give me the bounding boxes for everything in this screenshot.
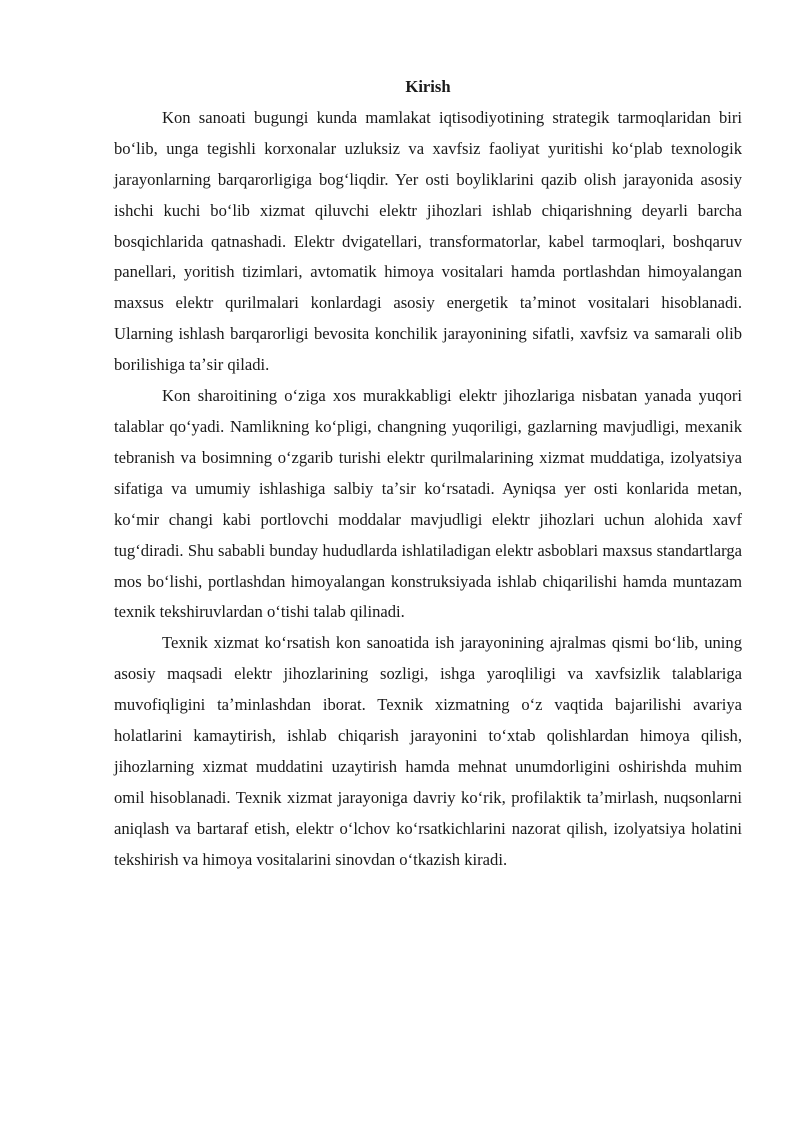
paragraph-1: Kon sanoati bugungi kunda mamlakat iqtisodiyotining strategik tarmoqlaridan biri boʻlib, unga tegishli korxonalar uzluksiz va xavfsiz faoliyat yuritishi koʻplab texnologik jarayonlarning barqarorligiga bogʻliqdir. Yer osti boyliklarini qazib olish jarayonida asosiy ishchi kuchi boʻlib xizmat qiluvchi elektr jihozlari ishlab chiqarishning deyarli barcha bosqichlarida qatnashadi. Elektr dvigatellari, transformatorlar, kabel tarmoqlari, boshqaruv panellari, yoritish tizimlari, avtomatik himoya vositalari hamda portlashdan himoyalangan maxsus elektr qurilmalari konlardagi asosiy energetik taʼminot vositalari hisoblanadi. Ularning ishlash barqarorligi bevosita konchilik jarayonining sifatli, xavfsiz va samarali olib borilishiga taʼsir qiladi. <box>114 107 742 375</box>
paragraph-2: Kon sharoitining oʻziga xos murakkabligi elektr jihozlariga nisbatan yanada yuqori talablar qoʻyadi. Namlikning koʻpligi, changning yuqoriligi, gazlarning mavjudligi, mexanik tebranish va bosimning oʻzgarib turishi elektr qurilmalarining xizmat muddatiga, izolyatsiya sifatiga va umumiy ishlashiga salbiy taʼsir koʻrsatadi. Ayniqsa yer osti konlarida metan, koʻmir changi kabi portlovchi moddalar mavjudligi elektr jihozlari uchun alohida xavf tugʻdiradi. Shu sababli bunday hududlarda ishlatiladigan elektr asboblari maxsus standartlarga mos boʻlishi, portlashdan himoyalangan konstruksiyada ishlab chiqarilishi hamda muntazam texnik tekshiruvlardan oʻtishi talab qilinadi. <box>114 386 742 622</box>
document-body <box>114 72 742 876</box>
paragraph-3: Texnik xizmat koʻrsatish kon sanoatida ish jarayonining ajralmas qismi boʻlib, uning asosiy maqsadi elektr jihozlarining sozligi, ishga yaroqliligi va xavfsizlik talablariga muvofiqligini taʼminlashdan iborat. Texnik xizmatning oʻz vaqtida bajarilishi avariya holatlarini kamaytirish, ishlab chiqarish jarayonini toʻxtab qolishlardan himoya qilish, jihozlarning xizmat muddatini uzaytirish hamda mehnat unumdorligini oshirishda muhim omil hisoblanadi. Texnik xizmat jarayoniga davriy koʻrik, profilaktik taʼmirlash, nuqsonlarni aniqlash va bartaraf etish, elektr oʻlchov koʻrsatkichlarini nazorat qilish, izolyatsiya holatini tekshirish va himoya vositalarini sinovdan oʻtkazish kiradi. <box>114 633 742 869</box>
page-title: Kirish <box>405 77 451 96</box>
